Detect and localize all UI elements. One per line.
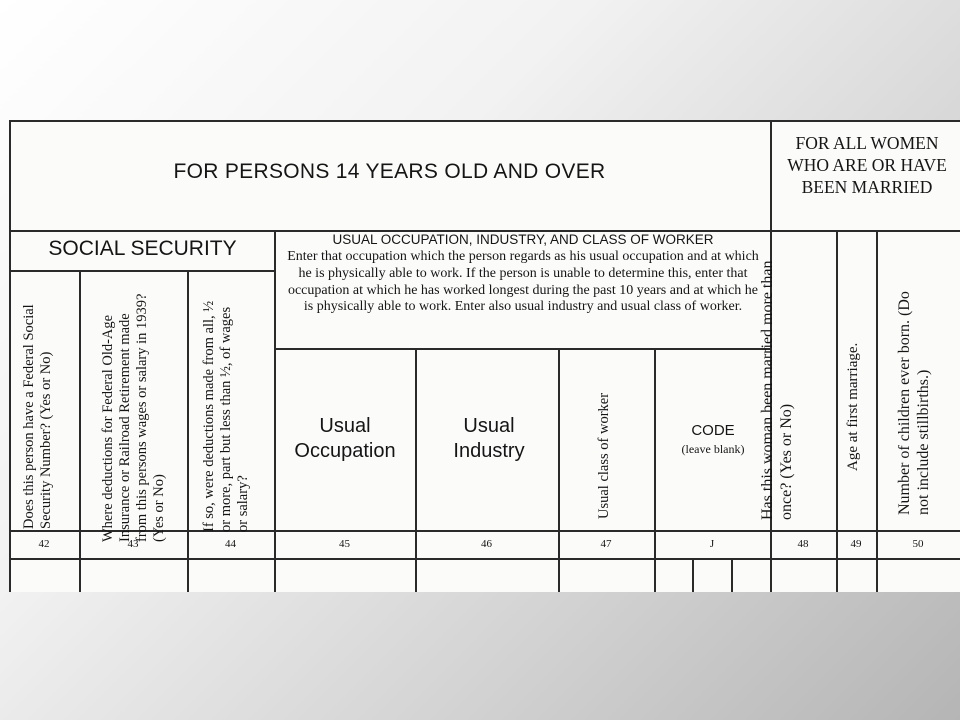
column-number: J (709, 538, 715, 550)
col47-header: Usual class of worker (596, 392, 612, 519)
occupation-instructions: Enter that occupation which the person regards as his usual occupation and at which he is physically able to work. If the person is unable to determine this, enter that occupation at which he has worked longest during the past 10 years and at which he is physically able to work. Enter also usual industry and usual class of worker. (287, 249, 759, 315)
rule-code-sub2 (731, 558, 733, 592)
column-number: 42 (38, 538, 50, 550)
rule-top (9, 120, 960, 122)
code-note: (leave blank) (681, 442, 745, 456)
col44-header: If so, were deductions made from all, ½ or more, part but less than ½, of wages or salary? (201, 300, 251, 532)
col45-header: Usual Occupation (294, 415, 396, 463)
col43-header: Where deductions for Federal Old-Age Insurance or Railroad Retirement made from this persons wages or salary in 1939? (Yes or No) (100, 293, 167, 542)
col46-header: Usual Industry (453, 415, 525, 463)
code-header: CODE (691, 422, 735, 439)
rule-code-sub1 (692, 558, 694, 592)
rule-social-security-title (9, 270, 274, 272)
social-security-title: SOCIAL SECURITY (48, 237, 237, 260)
column-number: 46 (481, 538, 492, 550)
col50-header: Number of children ever born. (Do not include stillbirths.) (896, 291, 932, 515)
rule-left-edge (9, 120, 11, 592)
column-number: 47 (600, 538, 612, 550)
col49-header: Age at first marriage. (845, 342, 861, 471)
header-married-women: FOR ALL WOMEN WHO ARE OR HAVE BEEN MARRIED (787, 133, 947, 198)
rule-col45-46 (415, 348, 417, 592)
column-number: 49 (850, 538, 862, 550)
column-number: 48 (797, 538, 809, 550)
rule-col46-47 (558, 348, 560, 592)
rule-col47-code (654, 348, 656, 592)
header-persons-14-and-over: FOR PERSONS 14 YEARS OLD AND OVER (173, 160, 606, 183)
column-number: 44 (225, 538, 236, 550)
column-number: 43 (127, 538, 139, 550)
occupation-title: USUAL OCCUPATION, INDUSTRY, AND CLASS OF WORKER (332, 232, 714, 247)
column-number: 45 (339, 538, 350, 550)
col42-header: Does this person have a Federal Social Security Number? (Yes or No) (21, 304, 54, 529)
rule-column-numbers-bottom (9, 558, 960, 560)
col48-header: Has this woman been married more than once? (Yes or No) (759, 260, 795, 520)
column-number: 50 (912, 538, 924, 550)
rule-women-header-bottom (770, 230, 960, 232)
census-form-excerpt (9, 120, 960, 592)
rule-occupation-instructions (274, 348, 770, 350)
